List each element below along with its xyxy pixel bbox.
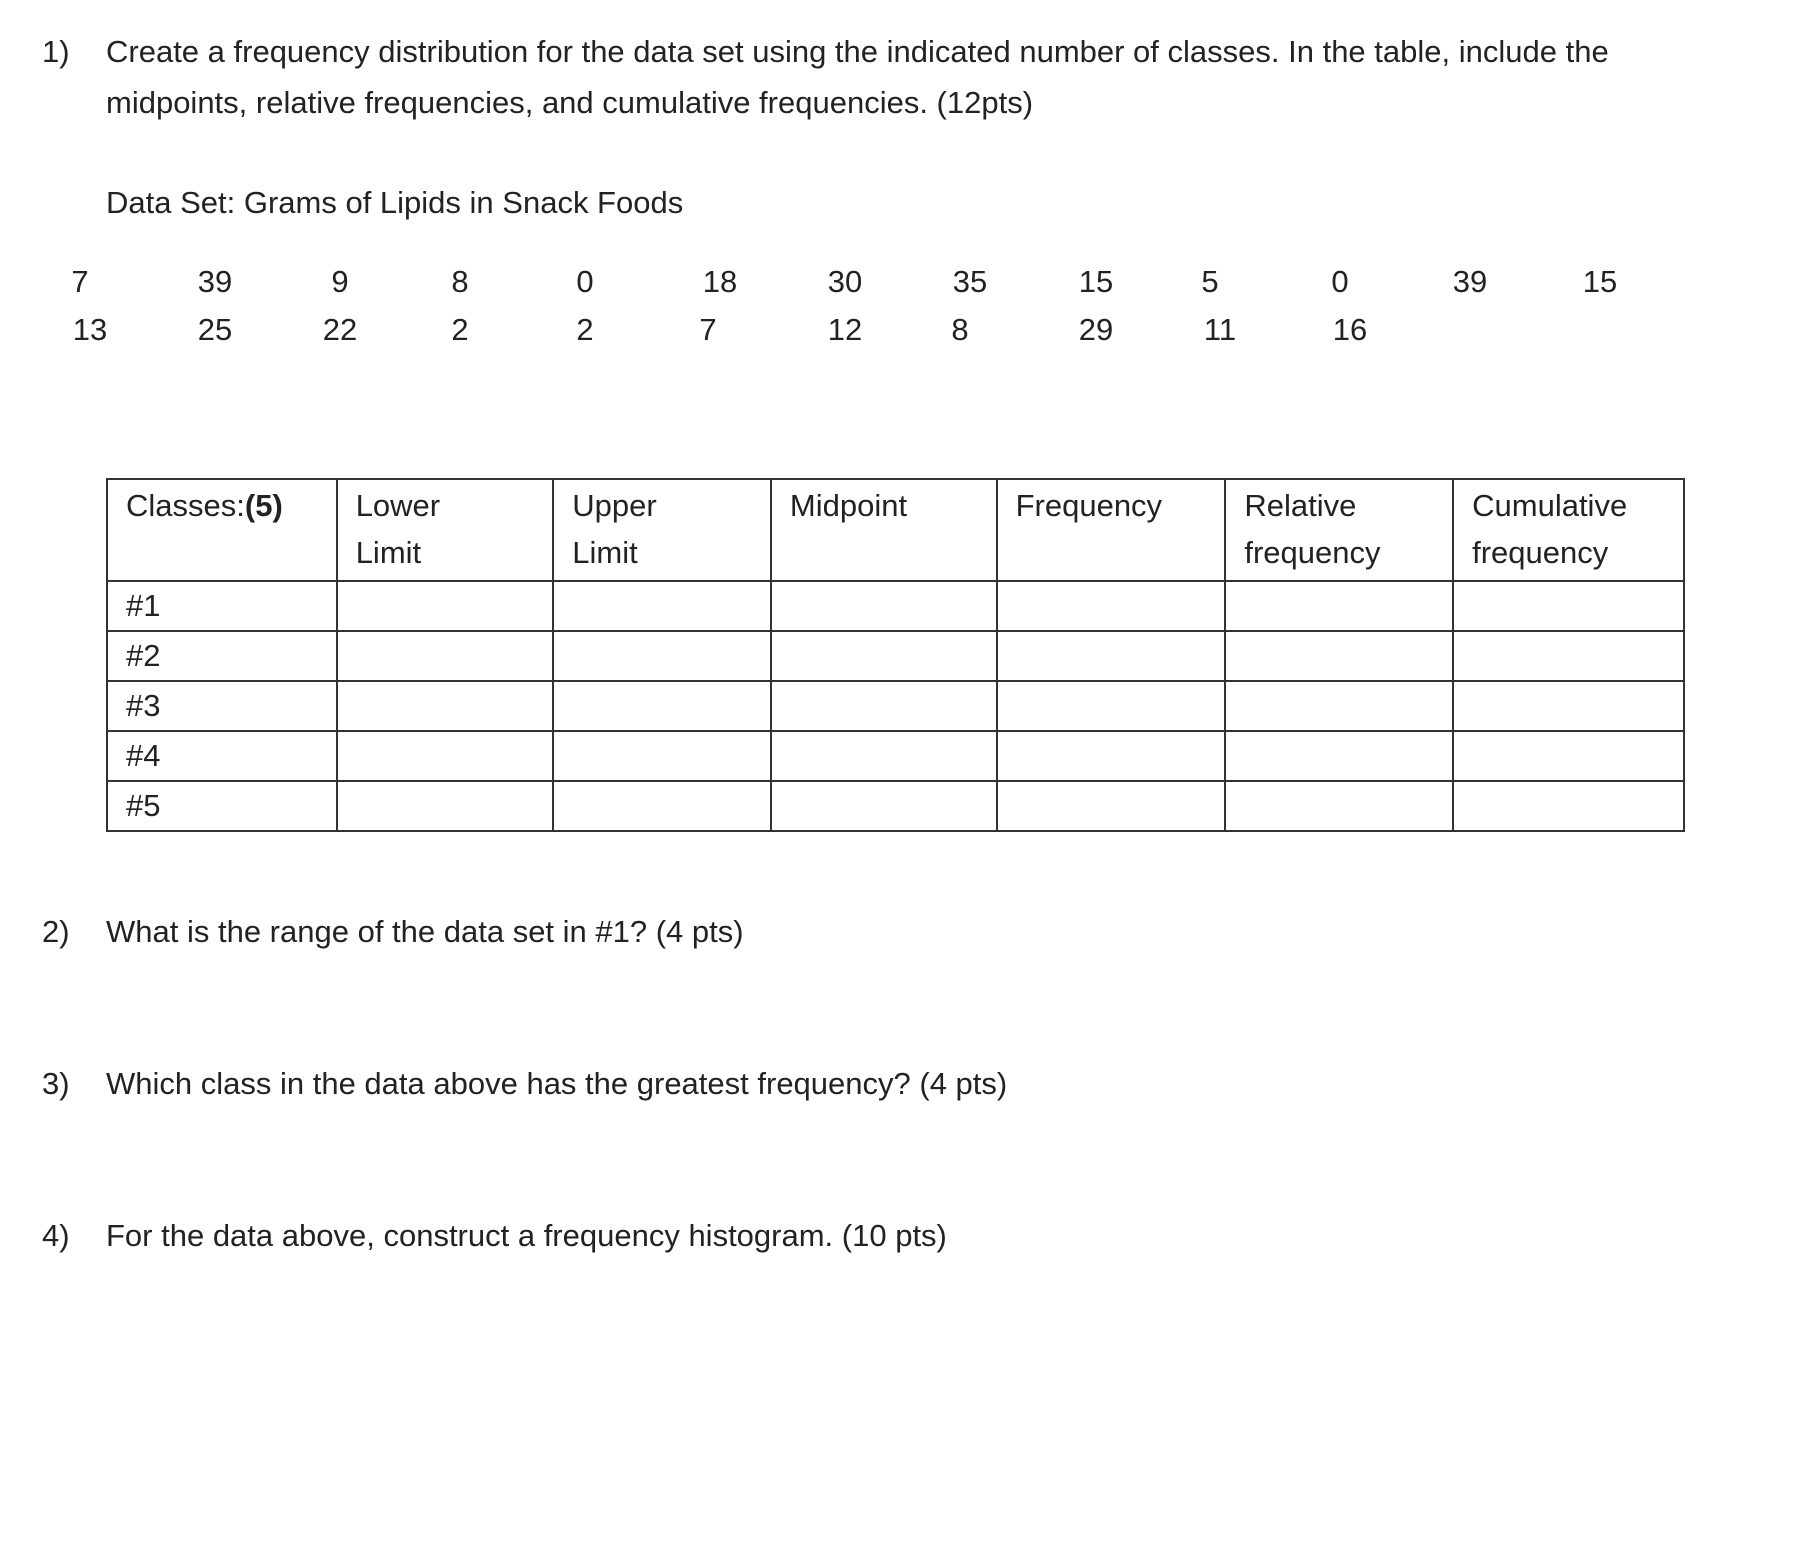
data-value: 29	[1078, 312, 1114, 347]
data-value: 11	[1203, 312, 1237, 347]
midpoint-cell[interactable]	[771, 681, 997, 731]
data-value: 2	[576, 312, 594, 347]
header-text: frequency	[1244, 535, 1381, 570]
data-value: 8	[451, 264, 469, 299]
class-label: #3	[107, 681, 337, 731]
data-value: 16	[1332, 312, 1368, 347]
question-text: For the data above, construct a frequency histogram. (10 pts)	[106, 1218, 947, 1253]
data-value: 18	[702, 264, 738, 299]
table-row	[107, 681, 1684, 731]
cumulative-frequency-cell[interactable]	[1453, 681, 1684, 731]
classes-label: Classes:	[126, 488, 245, 523]
lower-limit-cell[interactable]	[337, 781, 554, 831]
header-text: Limit	[355, 535, 422, 570]
data-row-2	[0, 306, 1805, 354]
cumulative-frequency-cell[interactable]	[1453, 581, 1684, 631]
header-lower-limit	[337, 479, 554, 581]
frequency-cell[interactable]	[997, 781, 1226, 831]
cumulative-frequency-cell[interactable]	[1453, 781, 1684, 831]
data-value: 25	[197, 312, 233, 347]
data-value: 8	[951, 312, 969, 347]
header-text: Limit	[572, 535, 638, 570]
header-text: Lower	[355, 488, 441, 523]
midpoint-cell[interactable]	[771, 781, 997, 831]
frequency-cell[interactable]	[997, 581, 1226, 631]
relative-frequency-cell[interactable]	[1225, 581, 1453, 631]
cumulative-frequency-cell[interactable]	[1453, 731, 1684, 781]
data-value: 39	[1452, 264, 1488, 299]
classes-count: (5)	[244, 488, 283, 523]
class-label: #1	[107, 581, 337, 631]
header-text: frequency	[1472, 535, 1609, 570]
data-value: 9	[331, 264, 349, 299]
table-row	[107, 781, 1684, 831]
header-text: Cumulative	[1472, 488, 1628, 523]
header-text: Relative	[1244, 488, 1357, 523]
header-midpoint: Midpoint	[771, 479, 997, 581]
upper-limit-cell[interactable]	[553, 681, 771, 731]
relative-frequency-cell[interactable]	[1225, 781, 1453, 831]
frequency-cell[interactable]	[997, 731, 1226, 781]
data-value: 0	[576, 264, 594, 299]
data-value: 5	[1201, 264, 1219, 299]
data-set-title: Data Set: Grams of Lipids in Snack Foods	[106, 185, 684, 220]
midpoint-cell[interactable]	[771, 731, 997, 781]
upper-limit-cell[interactable]	[553, 581, 771, 631]
frequency-cell[interactable]	[997, 631, 1226, 681]
data-value: 35	[952, 264, 988, 299]
lower-limit-cell[interactable]	[337, 681, 554, 731]
lower-limit-cell[interactable]	[337, 731, 554, 781]
data-value: 7	[699, 312, 717, 347]
upper-limit-cell[interactable]	[553, 781, 771, 831]
data-value: 22	[322, 312, 358, 347]
data-value: 7	[71, 264, 89, 299]
data-value: 0	[1331, 264, 1349, 299]
frequency-distribution-table	[106, 478, 1685, 832]
midpoint-cell[interactable]	[771, 631, 997, 681]
question-number: 2)	[42, 914, 70, 949]
frequency-cell[interactable]	[997, 681, 1226, 731]
data-value: 15	[1078, 264, 1114, 299]
class-label: #2	[107, 631, 337, 681]
table-row	[107, 631, 1684, 681]
header-upper-limit	[553, 479, 771, 581]
midpoint-cell[interactable]	[771, 581, 997, 631]
header-cumulative-frequency	[1453, 479, 1684, 581]
table-header-row	[107, 479, 1684, 581]
relative-frequency-cell[interactable]	[1225, 631, 1453, 681]
relative-frequency-cell[interactable]	[1225, 731, 1453, 781]
lower-limit-cell[interactable]	[337, 581, 554, 631]
question-text: What is the range of the data set in #1? (4 pts)	[106, 914, 744, 949]
data-row-1	[0, 258, 1805, 306]
header-text: Upper	[572, 488, 657, 523]
table-row	[107, 731, 1684, 781]
upper-limit-cell[interactable]	[553, 731, 771, 781]
data-value: 2	[451, 312, 469, 347]
lower-limit-cell[interactable]	[337, 631, 554, 681]
question-text: Create a frequency distribution for the data set using the indicated number of classes. In the table, include the midpoints, relative frequencies, and cumulative frequencies. (12pts)	[106, 34, 1609, 120]
data-value: 39	[197, 264, 233, 299]
question-text: Which class in the data above has the greatest frequency? (4 pts)	[106, 1066, 1008, 1101]
data-value: 12	[827, 312, 863, 347]
upper-limit-cell[interactable]	[553, 631, 771, 681]
table-row	[107, 581, 1684, 631]
class-label: #4	[107, 731, 337, 781]
relative-frequency-cell[interactable]	[1225, 681, 1453, 731]
data-value: 15	[1582, 264, 1618, 299]
question-number: 3)	[42, 1066, 70, 1101]
header-relative-frequency	[1225, 479, 1453, 581]
class-label: #5	[107, 781, 337, 831]
data-value: 13	[72, 312, 108, 347]
header-classes	[107, 479, 337, 581]
question-number: 1)	[42, 34, 70, 69]
data-value: 30	[827, 264, 863, 299]
header-frequency: Frequency	[997, 479, 1226, 581]
question-number: 4)	[42, 1218, 70, 1253]
cumulative-frequency-cell[interactable]	[1453, 631, 1684, 681]
